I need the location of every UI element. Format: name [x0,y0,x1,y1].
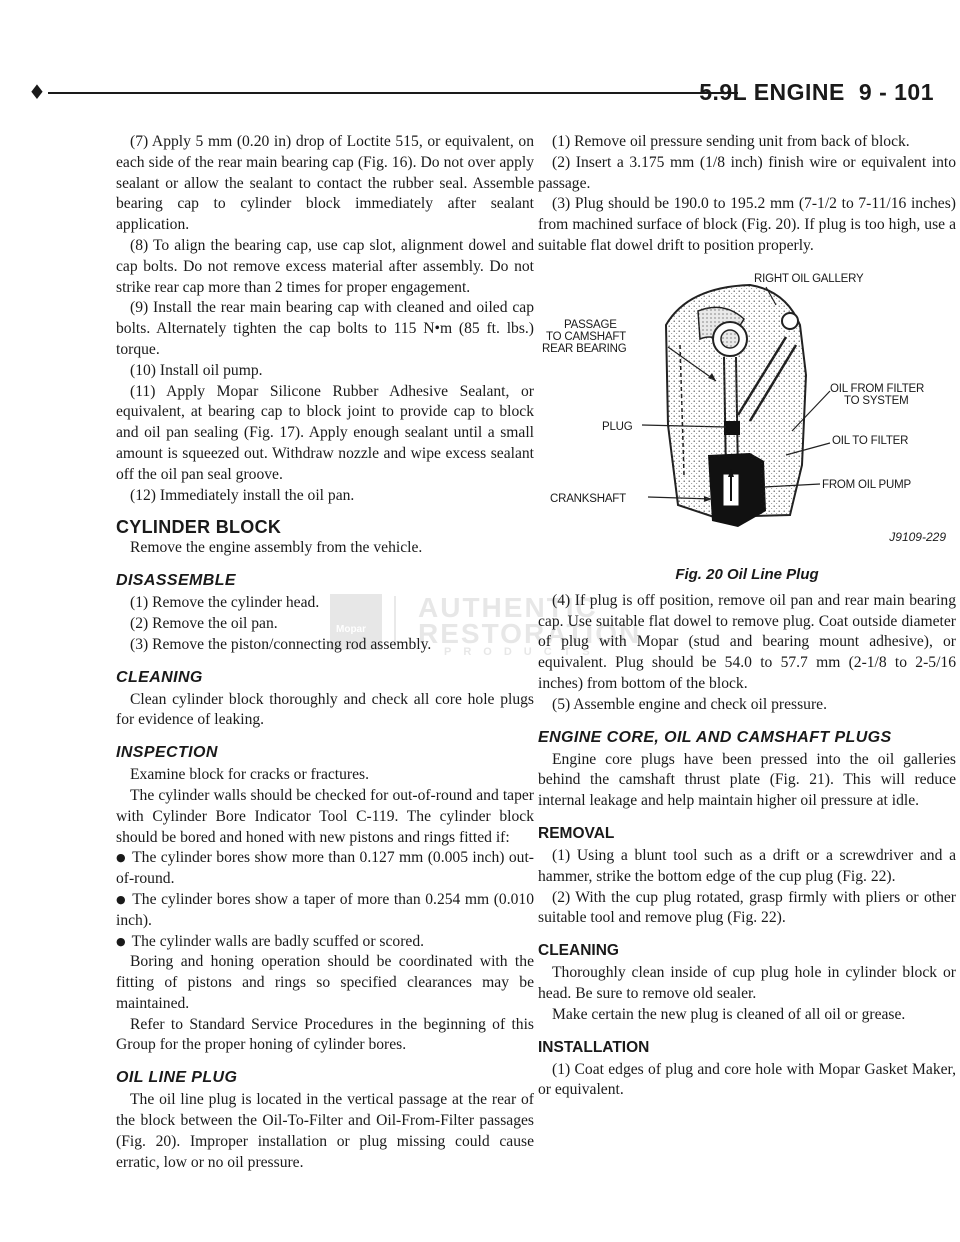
label-oil-from-filter-2: TO SYSTEM [844,394,909,407]
cylinder-block-intro: Remove the engine assembly from the vehicle. [130,539,423,557]
step-12: (12) Immediately install the oil pan. [130,486,355,504]
disassemble-step-1: (1) Remove the cylinder head. [130,594,320,612]
core-plugs-heading: ENGINE CORE, OIL AND CAMSHAFT PLUGS [538,728,892,746]
inspection-bullet-1: ● The cylinder bores show more than 0.127 mm (0.005 inch) out-of-round. [116,848,534,890]
core-plugs-text: Engine core plugs have been pressed into the oil galleries behind the camshaft thrust plate (Fig. 21). This will reduce internal leakage and help maintain higher oil pressure at idle. [538,750,956,810]
oil-line-plug-figure [538,265,956,561]
watermark-line-2: RESTORATION [418,618,642,649]
cleaning-text-1: Thoroughly clean inside of cup plug hole in cylinder block or head. Be sure to remove old sealer. [538,964,956,1002]
step-7: (7) Apply 5 mm (0.20 in) drop of Loctite 515, or equivalent, on each side of the rear main bearing cap (Fig. 16). Do not over apply sealant or allow the sealant to contact the rubber seal. Assemble bearing cap to cylinder block immediately after sealant application. [116,133,534,234]
cleaning-heading-2: CLEANING [538,942,619,960]
right-column [538,132,956,1101]
header-title [699,80,934,104]
disassemble-step-2: (2) Remove the oil pan. [130,614,278,632]
inspection-text-2: The cylinder walls should be checked for out-of-round and taper with Cylinder Bore Indicator Tool C-119. The cylinder block should be bored and honed with new pistons and rings fitted if: [116,786,534,846]
watermark-line-3: PRODUCTS [444,646,602,658]
oil-line-plug-heading: OIL LINE PLUG [116,1069,238,1087]
figure-code: J9109-229 [889,529,946,544]
removal-heading: REMOVAL [538,824,615,842]
step-10: (10) Install oil pump. [130,361,263,379]
oil-line-plug-text: The oil line plug is located in the vertical passage at the rear of the block between the Oil-To-Filter and Oil-From-Filter passages (Fig. 20). Improper installation or plug missing could cause erratic, low or no oil pressure. [116,1091,534,1171]
oil-plug-step-5: (5) Assemble engine and check oil pressure. [552,695,827,713]
oil-plug-step-2: (2) Insert a 3.175 mm (1/8 inch) finish wire or equivalent into passage. [538,153,956,192]
diamond-icon: ♦ [28,80,46,104]
disassemble-step-3: (3) Remove the piston/connecting rod assembly. [130,635,432,653]
label-passage-3: REAR BEARING [542,342,627,355]
label-right-oil-gallery: RIGHT OIL GALLERY [754,272,864,285]
disassemble-heading: DISASSEMBLE [116,572,236,590]
section-title: 5.9L ENGINE [699,79,845,105]
cleaning-text: Clean cylinder block thoroughly and check all core hole plugs for evidence of leaking. [116,690,534,729]
removal-step-2: (2) With the cup plug rotated, grasp firmly with pliers or other suitable tool and remove plug (Fig. 22). [538,888,956,927]
inspection-bullet-2: ● The cylinder bores show a taper of more than 0.254 mm (0.010 inch). [116,890,534,932]
inspection-text-4: Refer to Standard Service Procedures in the beginning of this Group for the proper honing of cylinder bores. [116,1015,534,1054]
cylinder-block-heading: CYLINDER BLOCK [116,517,282,538]
header-rule [48,92,738,94]
oil-plug-step-4: (4) If plug is off position, remove oil pan and rear main bearing cap. Use suitable flat dowel to remove plug. Coat outside diameter of plug with Mopar (stud and bearing mount adhesive), or equivalent. Plug should be 54.0 to 57.7 mm (2-1/8 to 2-5/16 inches) from bottom of the block. [538,591,956,692]
label-plug: PLUG [602,420,633,433]
watermark-line-1: AUTHENTIC [418,592,598,623]
inspection-text-3: Boring and honing operation should be coordinated with the fitting of pistons and rings so specified clearances may be maintained. [116,953,534,1012]
removal-step-1: (1) Using a blunt tool such as a drift or a screwdriver and a hammer, strike the bottom edge of the cup plug (Fig. 22). [538,846,956,885]
oil-line-plug-illustration [538,265,956,561]
mopar-logo-icon: Mopar [330,594,382,650]
label-passage-2: TO CAMSHAFT [546,330,627,343]
step-8: (8) To align the bearing cap, use cap slot, alignment dowel and cap bolts. Do not remove excess material after assembly. Do not strike rear cap more than 2 times for proper engagement. [116,236,534,296]
installation-step-1: (1) Coat edges of plug and core hole with Mopar Gasket Maker, or equivalent. [538,1060,956,1099]
inspection-text-1: Examine block for cracks or fractures. [130,766,369,784]
installation-heading: INSTALLATION [538,1038,650,1056]
step-11: (11) Apply Mopar Silicone Rubber Adhesive Sealant, or equivalent, at bearing cap to block joint to provide cap to block and oil pan sealing (Fig. 17). Apply enough sealant until a small amount is squeezed out. Withdraw nozzle and wipe excess sealant off the oil pan seal groove. [116,382,534,483]
oil-plug-step-3: (3) Plug should be 190.0 to 195.2 mm (7-1/2 to 7-11/16 inches) from machined surface of block (Fig. 20). If plug is too high, use a suitable flat dowel drift to position properly. [538,195,956,254]
oil-plug-step-1: (1) Remove oil pressure sending unit from back of block. [552,133,910,150]
left-column [116,132,534,1173]
inspection-heading: INSPECTION [116,744,218,762]
figure-caption: Fig. 20 Oil Line Plug [675,565,819,583]
page-number: 9 - 101 [858,79,934,105]
page-header [28,80,934,104]
label-oil-from-filter-1: OIL FROM FILTER [830,382,925,395]
cleaning-text-2: Make certain the new plug is cleaned of all oil or grease. [552,1005,906,1023]
inspection-bullet-3: ● The cylinder walls are badly scuffed or scored. [116,932,534,953]
cleaning-heading: CLEANING [116,668,203,686]
label-passage-1: PASSAGE [564,318,617,331]
label-oil-to-filter: OIL TO FILTER [832,434,909,447]
label-from-oil-pump: FROM OIL PUMP [822,478,911,491]
step-9: (9) Install the rear main bearing cap with cleaned and oiled cap bolts. Alternately tighten the cap bolts to 115 N•m (85 ft. lbs.) torque. [116,299,534,358]
label-crankshaft: CRANKSHAFT [550,492,626,505]
